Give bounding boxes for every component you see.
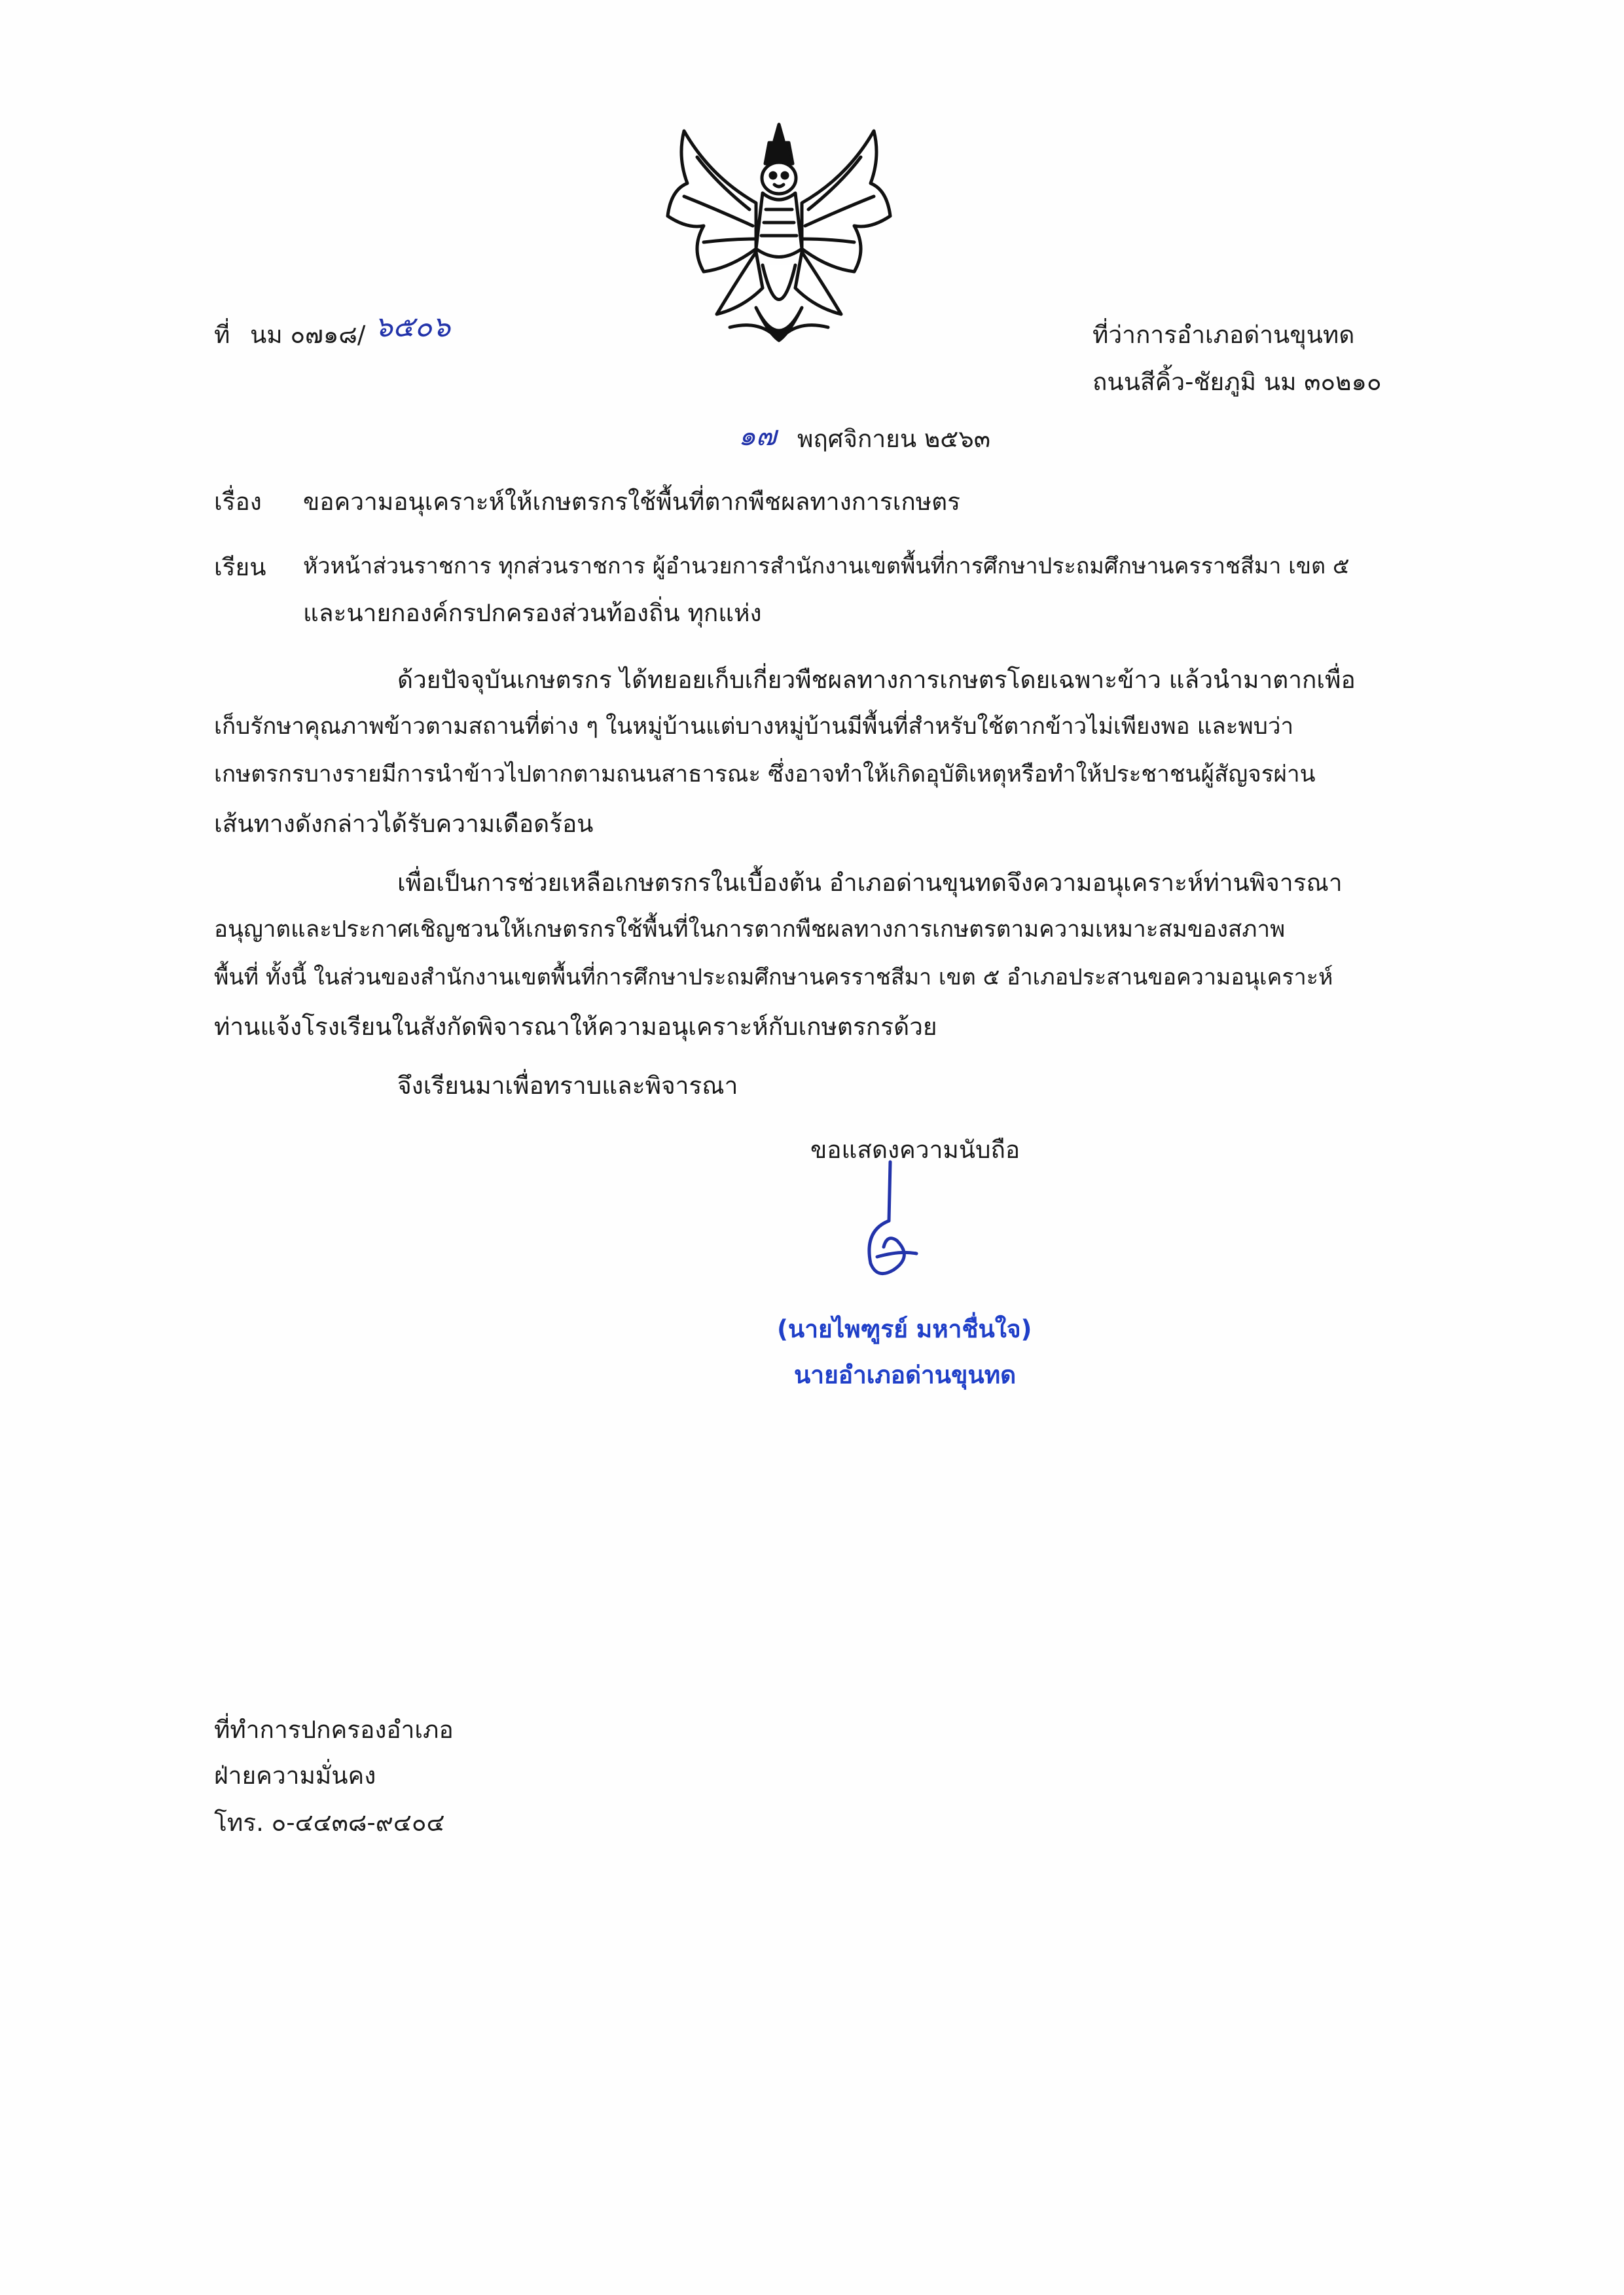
subject-text: ขอความอนุเคราะห์ให้เกษตรกรใช้พื้นที่ตากพืชผลทางการเกษตร (303, 488, 961, 516)
paragraph-1-line: เส้นทางดังกล่าวได้รับความเดือดร้อน (214, 810, 594, 838)
ref-prefix: นม ๐๗๑๘/ (250, 321, 366, 349)
recipient-line-1: หัวหน้าส่วนราชการ ทุกส่วนราชการ ผู้อำนวยการสำนักงานเขตพื้นที่การศึกษาประถมศึกษานครราชสีมา เขต ๕ (303, 553, 1350, 579)
footer-department: ที่ทำการปกครองอำเภอ (214, 1716, 454, 1744)
ref-number-handwritten: ๖๕๐๖ (374, 310, 451, 344)
date-text: พฤศจิกายน ๒๕๖๓ (797, 425, 991, 453)
paragraph-1-line: เก็บรักษาคุณภาพข้าวตามสถานที่ต่าง ๆ ในหมู่บ้านแต่บางหมู่บ้านมีพื้นที่สำหรับใช้ตากข้าวไม่เพียงพอ และพบว่า (214, 714, 1294, 740)
footer-section: ฝ่ายความมั่นคง (214, 1762, 376, 1790)
office-name: ที่ว่าการอำเภอด่านขุนทด (1092, 321, 1355, 349)
date-day-handwritten: ๑๗ (738, 420, 777, 452)
paragraph-2-line: ท่านแจ้งโรงเรียนในสังกัดพิจารณาให้ความอนุเคราะห์กับเกษตรกรด้วย (214, 1013, 937, 1041)
subject-label: เรื่อง (214, 488, 262, 516)
paragraph-2-line: เพื่อเป็นการช่วยเหลือเกษตรกรในเบื้องต้น อำเภอด่านขุนทดจึงความอนุเคราะห์ท่านพิจารณา (397, 869, 1343, 897)
paragraph-2-line: พื้นที่ ทั้งนี้ ในส่วนของสำนักงานเขตพื้นที่การศึกษาประถมศึกษานครราชสีมา เขต ๕ อำเภอประสานขอความอนุเคราะห์ (214, 964, 1333, 990)
paragraph-2-line: อนุญาตและประกาศเชิญชวนให้เกษตรกรใช้พื้นที่ในการตากพืชผลทางการเกษตรตามความเหมาะสมของสภาพ (214, 916, 1286, 943)
paragraph-1-line: ด้วยปัจจุบันเกษตรกร ได้ทยอยเก็บเกี่ยวพืชผลทางการเกษตรโดยเฉพาะข้าว แล้วนำมาตากเพื่อ (397, 666, 1356, 694)
footer-phone: โทร. ๐-๔๔๓๘-๙๔๐๔ (214, 1809, 445, 1837)
signer-name: (นายไพฑูรย์ มหาชื่นใจ) (777, 1315, 1032, 1343)
closing-request: จึงเรียนมาเพื่อทราบและพิจารณา (397, 1072, 738, 1100)
ref-label: ที่ (214, 321, 230, 349)
office-address: ถนนสีคิ้ว-ชัยภูมิ นม ๓๐๒๑๐ (1092, 368, 1382, 396)
recipient-line-2: และนายกองค์กรปกครองส่วนท้องถิ่น ทุกแห่ง (303, 599, 762, 627)
handwritten-signature (838, 1159, 936, 1290)
garuda-emblem (658, 118, 900, 360)
salutation: ขอแสดงความนับถือ (810, 1136, 1020, 1164)
recipient-label: เรียน (214, 553, 266, 581)
paragraph-1-line: เกษตรกรบางรายมีการนำข้าวไปตากตามถนนสาธารณะ ซึ่งอาจทำให้เกิดอุบัติเหตุหรือทำให้ประชาชนผู้สัญจรผ่าน (214, 761, 1316, 787)
signer-title: นายอำเภอด่านขุนทด (794, 1361, 1017, 1389)
